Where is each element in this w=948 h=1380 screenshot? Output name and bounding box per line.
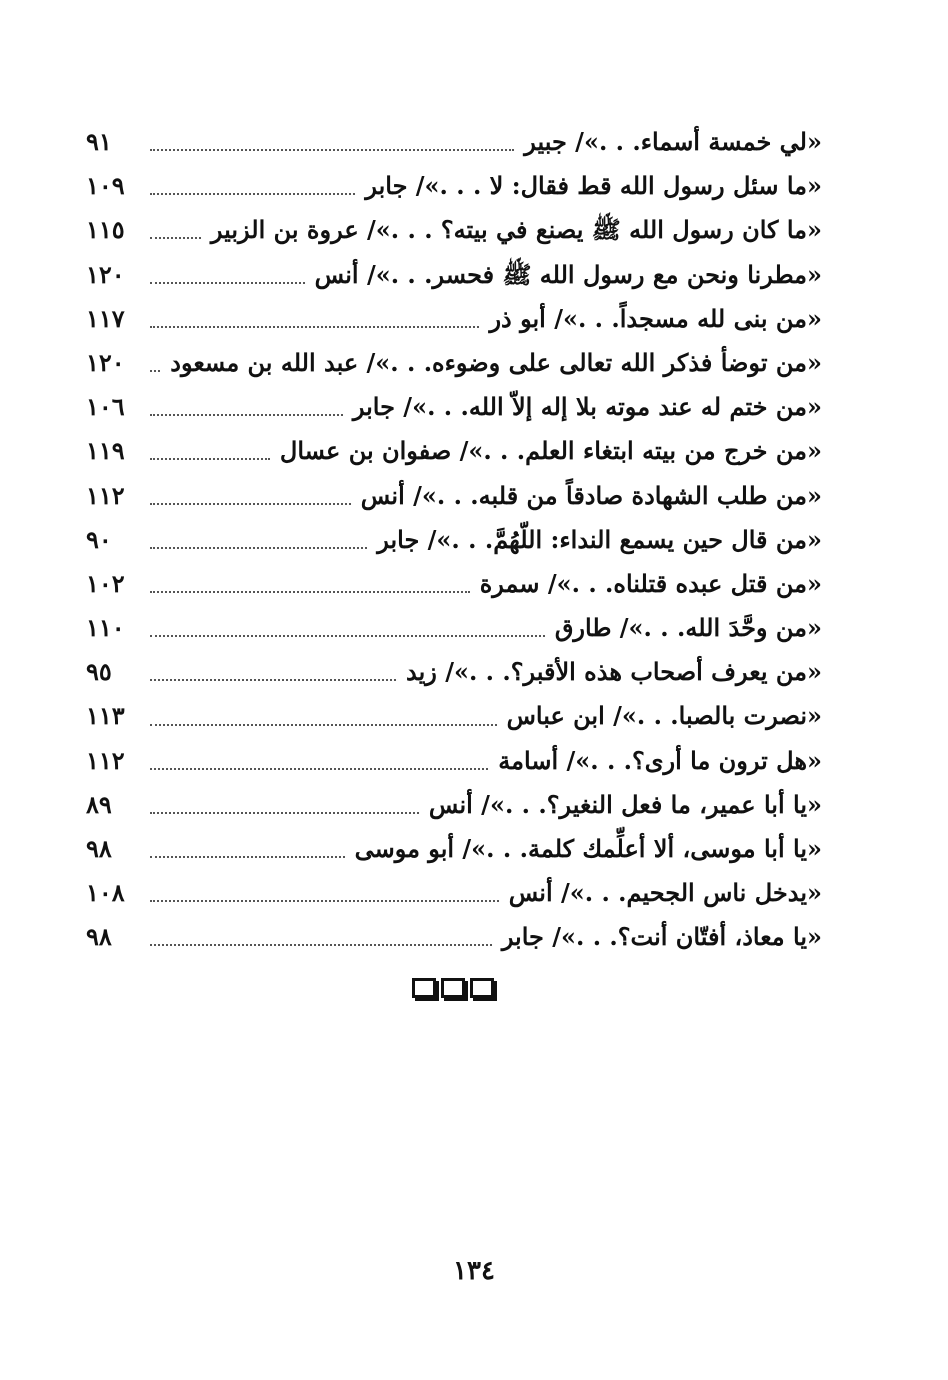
entry-page-number: ٨٩ [86,789,112,819]
dot-leader [150,458,270,460]
entry-text: «يا معاذ، أفتّان أنت؟. . .»/ جابر [501,922,822,952]
entry-page-number: ١١٠ [86,613,125,643]
entry-text: «من خرج من بيته ابتغاء العلم. . .»/ صفوان بن عسال [279,436,822,466]
dot-leader [150,326,479,328]
entry-text: «من توضأ فذكر الله تعالى على وضوءه. . .»/ عبد الله بن مسعود [170,347,822,377]
dot-leader [150,237,201,239]
index-entry [86,606,822,650]
entry-text: «من وحَّدَ الله. . .»/ طارق [554,613,822,643]
entry-text: «ما سئل رسول الله قط فقال: لا . . .»/ جابر [365,171,822,201]
index-entry [86,164,822,208]
entry-text: «من طلب الشهادة صادقاً من قلبه. . .»/ أنس [360,480,822,510]
index-entry [86,783,822,827]
dot-leader [150,900,499,902]
entry-text: «يا أبا موسى، ألا أعلِّمك كلمة. . .»/ أبو موسى [354,834,822,863]
dot-leader [150,679,396,681]
entry-text: «هل ترون ما أرى؟. . .»/ أسامة [498,745,822,775]
entry-text: «يدخل ناس الجحيم. . .»/ أنس [508,878,822,908]
index-entry [86,827,822,871]
entry-page-number: ٩٥ [86,657,112,687]
dot-leader [150,591,470,593]
entry-text: «من ختم له عند موته بلا إله إلاّ الله. . .»/ جابر [352,392,822,422]
entry-page-number: ٩٨ [86,922,112,952]
dot-leader [150,149,514,151]
entry-page-number: ٩٨ [86,834,112,863]
index-entry [86,429,822,473]
dot-leader [150,812,419,814]
entry-text: «من قتل عبده قتلناه. . .»/ سمرة [479,568,822,598]
page-number: ١٣٤ [453,1256,495,1286]
entry-page-number: ١١٧ [86,303,125,333]
index-entry [86,871,822,915]
index-entry [86,474,822,518]
entry-page-number: ١٢٠ [86,347,125,377]
entry-page-number: ١٠٨ [86,878,125,908]
dot-leader [150,370,160,372]
index-entry [86,341,822,385]
square-ornament-icon [470,978,494,998]
index-entry [86,297,822,341]
dot-leader [150,414,343,416]
entry-page-number: ١١٩ [86,436,125,466]
end-of-section-ornament [405,978,501,1004]
index-entry [86,694,822,738]
entry-page-number: ١٠٩ [86,171,125,201]
hadith-index-list [86,120,822,960]
entry-text: «من بنى لله مسجداً. . .»/ أبو ذر [489,303,822,333]
entry-text: «من قال حين يسمع النداء: اللّهُمَّ. . .»/ جابر [377,524,822,554]
dot-leader [150,547,367,549]
entry-page-number: ١٠٦ [86,392,125,422]
dot-leader [150,944,492,946]
entry-page-number: ١١٥ [86,215,125,245]
index-entry [86,739,822,783]
dot-leader [150,724,497,726]
index-entry [86,915,822,959]
dot-leader [150,503,351,505]
dot-leader [150,282,305,284]
entry-page-number: ٩١ [86,127,112,156]
entry-text: «ما كان رسول الله ﷺ يصنع في بيته؟ . . .»/ عروة بن الزبير [210,215,822,245]
index-entry [86,518,822,562]
index-entry [86,253,822,297]
entry-text: «يا أبا عمير، ما فعل النغير؟. . .»/ أنس [428,789,822,819]
dot-leader [150,193,355,195]
entry-text: «نصرت بالصبا. . .»/ ابن عباس [506,701,822,731]
dot-leader [150,856,345,858]
dot-leader [150,635,545,637]
entry-page-number: ١١٢ [86,480,125,510]
index-entry [86,208,822,252]
index-entry [86,120,822,164]
square-ornament-icon [441,978,465,998]
entry-page-number: ١٢٠ [86,259,125,289]
entry-text: «من يعرف أصحاب هذه الأقبر؟. . .»/ زيد [405,657,822,687]
entry-text: «لي خمسة أسماء. . .»/ جبير [524,127,822,156]
square-ornament-icon [412,978,436,998]
index-entry [86,562,822,606]
entry-page-number: ١١٢ [86,745,125,775]
entry-text: «مطرنا ونحن مع رسول الله ﷺ فحسر. . .»/ أنس [314,259,822,289]
entry-page-number: ٩٠ [86,524,112,554]
dot-leader [150,768,488,770]
index-entry [86,385,822,429]
entry-page-number: ١٠٢ [86,568,125,598]
entry-page-number: ١١٣ [86,701,125,731]
index-entry [86,650,822,694]
